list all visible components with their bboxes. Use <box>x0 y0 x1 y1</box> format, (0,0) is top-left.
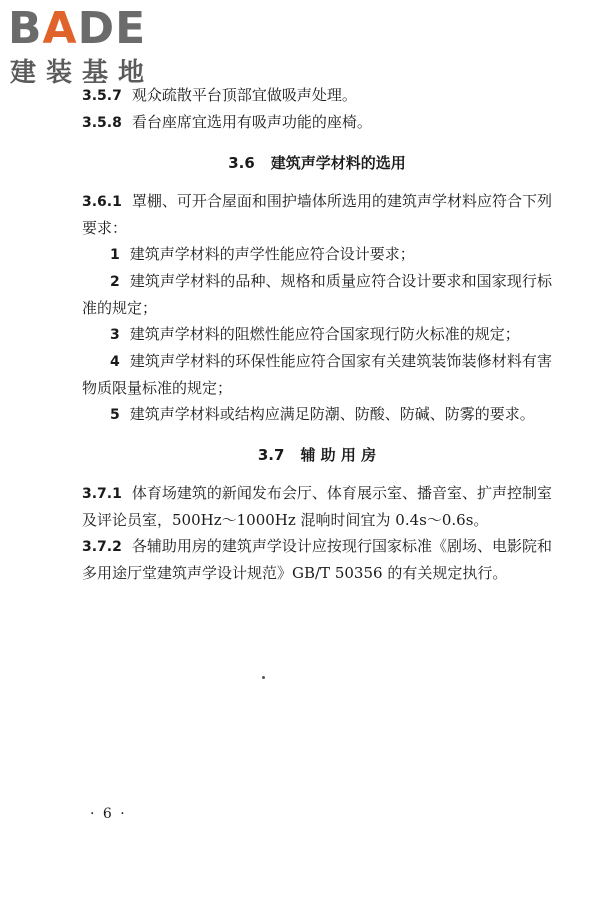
item-text: 建筑声学材料的品种、规格和质量应符合设计要求和国家现行标准的规定； <box>82 272 552 317</box>
clause-text: 各辅助用房的建筑声学设计应按现行国家标准《剧场、电影院和多用途厅堂建筑声学设计规范》GB/T 50356 的有关规定执行。 <box>82 537 552 582</box>
watermark-letter-a: A <box>42 3 78 54</box>
list-item <box>82 321 552 348</box>
clause-number: 3.5.8 <box>82 115 122 131</box>
watermark-wordmark <box>8 4 146 54</box>
clause-text: 罩棚、可开合屋面和围护墙体所选用的建筑声学材料应符合下列要求： <box>82 192 552 237</box>
clause-number: 3.6.1 <box>82 194 122 210</box>
clause-3-6-1 <box>82 188 552 241</box>
clause-3-5-7 <box>82 82 552 109</box>
item-text: 建筑声学材料的声学性能应符合设计要求； <box>129 245 415 263</box>
clause-number: 3.7.1 <box>82 486 122 502</box>
watermark-letter-b: B <box>8 3 43 54</box>
item-number: 2 <box>110 274 120 290</box>
clause-number: 3.7.2 <box>82 539 122 555</box>
section-heading-3-7 <box>82 442 552 468</box>
item-text: 建筑声学材料的阻燃性能应符合国家现行防火标准的规定； <box>129 325 520 343</box>
clause-3-7-2 <box>82 533 552 586</box>
watermark-letters-de: DE <box>77 3 147 54</box>
item-text: 建筑声学材料的环保性能应符合国家有关建筑装饰装修材料有害物质限量标准的规定； <box>82 352 552 397</box>
list-item <box>82 241 552 268</box>
list-item <box>82 401 552 428</box>
clause-number: 3.5.7 <box>82 88 122 104</box>
clause-3-5-8 <box>82 109 552 136</box>
section-number: 3.6 <box>228 154 255 172</box>
watermark-chinese: 建装基地 <box>10 58 155 88</box>
item-text: 建筑声学材料或结构应满足防潮、防酸、防碱、防雾的要求。 <box>129 405 535 423</box>
item-number: 4 <box>110 354 120 370</box>
document-body <box>82 82 552 586</box>
list-item <box>82 348 552 401</box>
clause-text: 体育场建筑的新闻发布会厅、体育展示室、播音室、扩声控制室及评论员室，500Hz～1000Hz 混响时间宜为 0.4s～0.6s。 <box>82 484 552 529</box>
item-number: 3 <box>110 327 120 343</box>
clause-text: 观众疏散平台顶部宜做吸声处理。 <box>131 86 357 104</box>
list-item <box>82 268 552 321</box>
item-number: 1 <box>110 247 120 263</box>
page-number: · 6 · <box>90 806 127 822</box>
section-title: 建筑声学材料的选用 <box>270 154 406 172</box>
scan-speck <box>262 676 265 679</box>
clause-3-7-1 <box>82 480 552 533</box>
bade-watermark-logo <box>8 4 178 90</box>
section-heading-3-6 <box>82 150 552 176</box>
item-number: 5 <box>110 407 120 423</box>
section-title: 辅 助 用 房 <box>300 446 377 464</box>
clause-text: 看台座席宜选用有吸声功能的座椅。 <box>131 113 372 131</box>
section-number: 3.7 <box>257 446 285 464</box>
